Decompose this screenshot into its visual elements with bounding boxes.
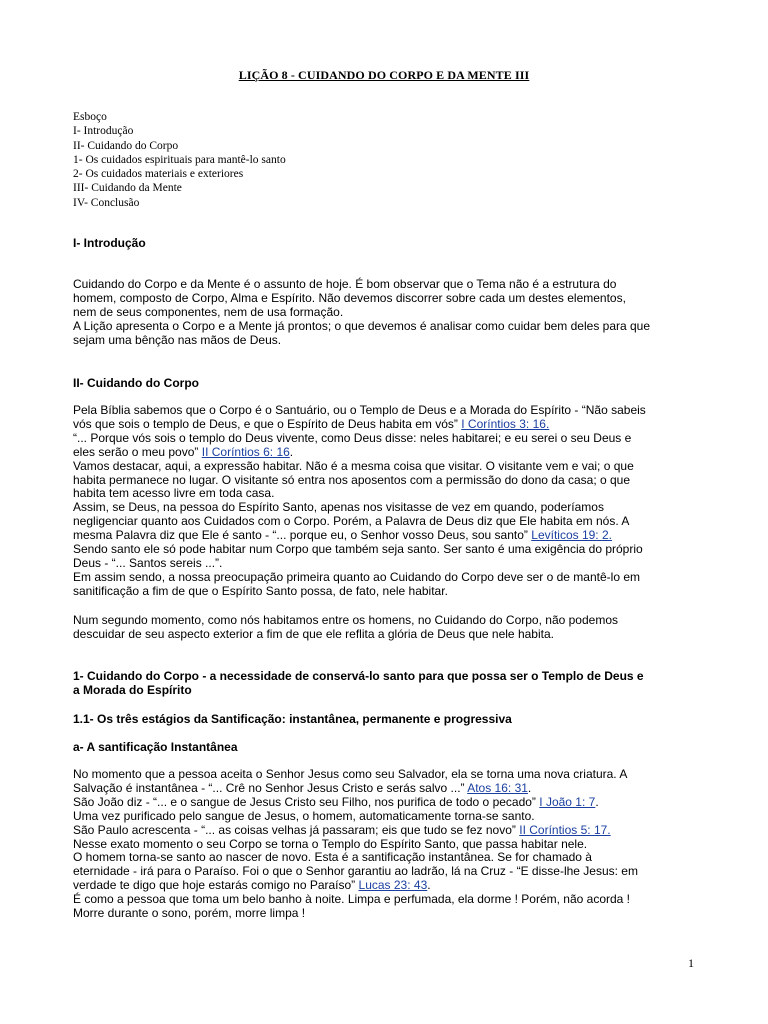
text-run: .: [289, 444, 294, 459]
text-run: .: [595, 794, 599, 809]
scripture-link[interactable]: I João 1: 7: [539, 794, 596, 809]
subsubsection-heading: a- A santificação Instantânea: [73, 740, 238, 754]
scripture-link[interactable]: II Coríntios 6: 16: [201, 444, 290, 459]
text-run: São Paulo acrescenta - “... as coisas velhas já passaram; eis que tudo se fez novo”: [73, 822, 516, 837]
page-number: 1: [688, 956, 694, 970]
intro-paragraph: [73, 278, 713, 348]
text-line: Num segundo momento, como nós habitamos entre os homens, no Cuidando do Corpo, não podemos: [73, 613, 618, 627]
outline-item: 2- Os cuidados materiais e exteriores: [73, 168, 244, 181]
outline-item: Esboço: [73, 111, 107, 123]
outline-item: III- Cuidando da Mente: [73, 182, 182, 195]
text-line: Sendo santo ele só pode habitar num Corpo que também seja santo. Ser santo é uma exigência do próprio: [73, 542, 643, 557]
text-line: [73, 824, 713, 838]
lesson-title: LIÇÃO 8 - CUIDANDO DO CORPO E DA MENTE III: [238, 68, 530, 82]
outline-item: I- Introdução: [73, 125, 134, 138]
text-line: Em assim sendo, a nossa preocupação primeira quanto ao Cuidando do Corpo deve ser o de mantê-lo em: [73, 569, 640, 584]
text-line: Pela Bíblia sabemos que o Corpo é o Santuário, ou o Templo de Deus e a Morada do Espírito - “Não sabeis: [73, 403, 646, 417]
text-line: [73, 446, 713, 460]
outline-list: [73, 110, 286, 210]
scripture-link[interactable]: Levíticos 19: 2.: [531, 528, 612, 543]
text-run: .: [427, 878, 431, 893]
text-line: eternidade - irá para o Paraíso. Foi o que o Senhor garantiu ao ladrão, lá na Cruz - “E disse-lhe Jesus: em: [73, 864, 638, 879]
text-line: sanitificação a fim de que o Espírito Santo possa, de fato, nele habitar.: [73, 583, 448, 598]
body-paragraph: [73, 614, 713, 642]
section-heading: [73, 670, 713, 698]
body-paragraph: [73, 404, 713, 599]
subsection-heading: 1.1- Os três estágios da Santificação: instantânea, permanente e progressiva: [73, 712, 512, 726]
text-line: Nesse exato momento o seu Corpo se torna o Templo do Espírito Santo, que passa habitar nele.: [73, 836, 588, 851]
text-line: Deus - “... Santos sereis ...”.: [73, 555, 223, 570]
text-line: A Lição apresenta o Corpo e a Mente já prontos; o que devemos é analisar como cuidar bem deles para que: [73, 318, 651, 333]
section-heading: I- Introdução: [73, 236, 146, 250]
outline-item: IV- Conclusão: [73, 196, 140, 209]
body-paragraph: [73, 768, 713, 921]
heading-line: 1- Cuidando do Corpo - a necessidade de conservá-lo santo para que possa ser o Templo de Deus e: [73, 669, 644, 683]
text-line: descuidar de seu aspecto exterior a fim de que ele reflita a glória de Deus que nele habita.: [73, 626, 554, 641]
scripture-link[interactable]: II Coríntios 5: 17.: [519, 822, 611, 837]
heading-line: a Morada do Espírito: [73, 682, 192, 697]
scripture-link[interactable]: Lucas 23: 43: [358, 878, 428, 893]
text-run: vós que sois o templo de Deus, e que o Espírito de Deus habita em vós”: [73, 416, 458, 431]
outline-item: 1- Os cuidados espirituais para mantê-lo santo: [73, 153, 286, 166]
text-run: eles serão o meu povo”: [73, 444, 199, 459]
text-line: É como a pessoa que toma um belo banho à noite. Limpa e perfumada, ela dorme ! Porém, não acorda !: [73, 892, 630, 907]
scripture-link[interactable]: I Coríntios 3: 16.: [461, 416, 550, 431]
text-line: O homem torna-se santo ao nascer de novo. Esta é a santificação instantânea. Se for chamado à: [73, 850, 592, 865]
section-heading: II- Cuidando do Corpo: [73, 376, 199, 390]
text-line: negligenciar quanto aos Cuidados com o Corpo. Porém, a Palavra de Deus diz que Ele habita em nós. A: [73, 514, 630, 529]
text-run: .: [527, 780, 532, 795]
text-line: [73, 418, 713, 432]
text-line: Morre durante o sono, porém, morre limpa !: [73, 906, 306, 921]
text-line: habita tem acesso livre em toda casa.: [73, 486, 275, 501]
text-line: Vamos destacar, aqui, a expressão habitar. Não é a mesma coisa que visitar. O visitante vem e vai; o que: [73, 458, 634, 473]
text-run: verdade te digo que hoje estarás comigo no Paraíso”: [73, 878, 356, 893]
text-run: São João diz - “... e o sangue de Jesus Cristo seu Filho, nos purifica de todo o pecado”: [73, 794, 536, 809]
text-line: Cuidando do Corpo e da Mente é o assunto de hoje. É bom observar que o Tema não é a estrutura do: [73, 277, 617, 291]
text-line: [73, 529, 713, 543]
text-line: [73, 796, 713, 810]
scripture-link[interactable]: Atos 16: 31: [467, 780, 528, 795]
text-line: Assim, se Deus, na pessoa do Espírito Santo, apenas nos visitasse de vez em quando, poderíamos: [73, 500, 604, 515]
text-line: [73, 782, 713, 796]
outline-item: II- Cuidando do Corpo: [73, 139, 179, 152]
text-line: “... Porque vós sois o templo do Deus vivente, como Deus disse: neles habitarei; e eu serei o seu Deus e: [73, 430, 632, 445]
text-line: Uma vez purificado pelo sangue de Jesus, o homem, automaticamente torna-se santo.: [73, 808, 535, 823]
text-line: sejam uma bênção nas mãos de Deus.: [73, 332, 282, 347]
text-line: No momento que a pessoa aceita o Senhor Jesus como seu Salvador, ela se torna uma nova criatura. A: [73, 767, 628, 781]
text-run: mesma Palavra diz que Ele é santo - “... porque eu, o Senhor vosso Deus, sou santo”: [73, 528, 528, 543]
text-line: nem de seus componentes, nem de usa formação.: [73, 304, 344, 319]
text-line: homem, composto de Corpo, Alma e Espírito. Não devemos discorrer sobre cada um destes elementos,: [73, 290, 626, 305]
text-run: Salvação é instantânea - “... Crê no Senhor Jesus Cristo e serás salvo ...”: [73, 780, 465, 795]
text-line: habita permanece no lugar. O visitante só entra nos aposentos com a permissão do dono da casa; o que: [73, 472, 631, 487]
